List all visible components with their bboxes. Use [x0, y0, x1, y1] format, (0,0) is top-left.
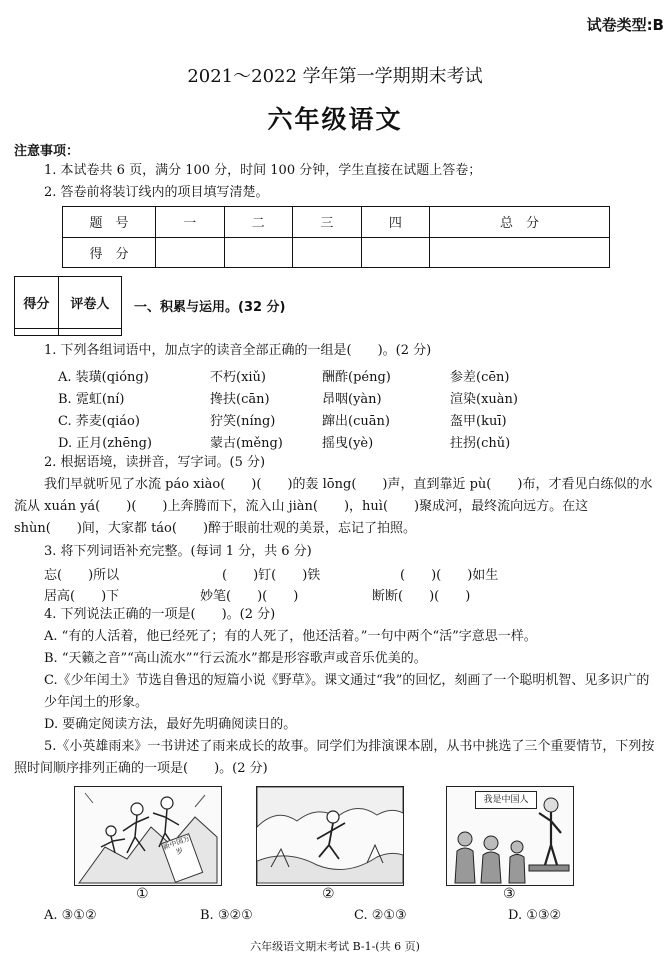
exam-title: 2021～2022 学年第一学期期末考试: [187, 66, 483, 87]
score-cell[interactable]: [293, 237, 362, 268]
slogan-sign: 新中国万岁: [161, 833, 204, 883]
q4-stem: 4. 下列说法正确的一项是( )。(2 分): [44, 607, 276, 622]
page-footer: 六年级语文期末考试 B-1-(共 6 页): [250, 940, 420, 953]
picture-label-1: ①: [136, 886, 149, 902]
grader-score-label: 得分: [15, 277, 59, 329]
grader-score-cell[interactable]: [15, 328, 59, 335]
grader-box: [14, 276, 122, 336]
q1-word: 狞笑(níng): [210, 414, 276, 429]
picture-label-3: ③: [503, 886, 516, 902]
q3-idiom: ( )钉( )铁: [222, 568, 321, 583]
score-table-header-row: [63, 207, 610, 238]
note-item-2: 2. 答卷前将装订线内的项目填写清楚。: [44, 185, 269, 200]
q3-idiom: 忘( )所以: [44, 568, 120, 583]
q1-word: 酬酢(péng): [322, 370, 391, 385]
q5-option-b: B. ③②①: [200, 908, 253, 923]
q5-stem: 5.《小英雄雨来》一书讲述了雨来成长的故事。同学们为排演课本剧，从书中挑选了三个重要情节，下列按照时间顺序排列正确的一项是( )。(2 分): [14, 739, 655, 776]
score-cell[interactable]: [224, 237, 293, 268]
grader-name-label: 评卷人: [58, 277, 121, 329]
q5-picture-1: [74, 786, 222, 886]
q1-word: 昂咽(yàn): [322, 392, 382, 407]
q3-idiom: 居高( )下: [44, 589, 120, 604]
section1-title: 一、积累与运用。(32 分): [134, 300, 286, 315]
picture-label-2: ②: [322, 886, 335, 902]
score-header-cell: 一: [156, 207, 225, 238]
q1-option-c: C. 荞麦(qiáo): [58, 414, 140, 429]
notes-heading: 注意事项：: [14, 144, 80, 159]
subject-title: 六年级语文: [267, 105, 403, 134]
q5-picture-2: [256, 786, 404, 886]
score-cell[interactable]: [430, 237, 610, 268]
q1-stem: 1. 下列各组词语中，加点字的读音全部正确的一组是( )。(2 分): [44, 343, 432, 358]
q1-option-d: D. 正月(zhēng): [58, 436, 152, 451]
q3-stem: 3. 将下列词语补充完整。(每词 1 分，共 6 分): [44, 544, 312, 559]
q1-word: 摇曳(yè): [322, 436, 374, 451]
q1-word: 蹿出(cuān): [322, 414, 390, 429]
q1-word: 蒙古(měng): [210, 436, 283, 451]
q1-word: 参差(cēn): [450, 370, 510, 385]
blackboard-text: 我是中国人: [475, 791, 537, 809]
q4-option-d: D. 要确定阅读方法，最好先明确阅读日的。: [44, 717, 297, 732]
score-header-cell: 四: [361, 207, 430, 238]
paper-type: 试卷类型:B: [586, 16, 664, 34]
score-cell[interactable]: [156, 237, 225, 268]
score-header-cell: 总 分: [430, 207, 610, 238]
q4-option-b: B. “天籁之音”“高山流水”“行云流水”都是形容歌声或音乐优美的。: [44, 651, 427, 666]
score-table: [62, 206, 610, 268]
boy-swimming-illustration: [257, 787, 403, 885]
q1-word: 搀扶(cān): [210, 392, 270, 407]
score-table-score-row: [63, 237, 610, 268]
q4-option-c: C.《少年闰土》节选自鲁迅的短篇小说《野草》。课文通过“我”的回忆，刻画了一个聪明机智、见多识广的少年闰土的形象。: [44, 673, 650, 710]
grader-name-cell[interactable]: [58, 328, 121, 335]
q1-option-a: A. 装璜(qióng): [58, 370, 149, 385]
q1-option-b: B. 霓虹(ní): [58, 392, 125, 407]
q1-word: 盔甲(kuī): [450, 414, 507, 429]
q1-word: 渲染(xuàn): [450, 392, 518, 407]
score-header-cell: 三: [293, 207, 362, 238]
note-item-1: 1. 本试卷共 6 页，满分 100 分，时间 100 分钟，学生直接在试题上答卷；: [44, 163, 482, 178]
score-header-cell: 二: [224, 207, 293, 238]
q3-idiom: ( )( )如生: [400, 568, 499, 583]
q2-stem: 2. 根据语境，读拼音，写字词。(5 分): [44, 455, 266, 470]
q1-word: 拄拐(chǔ): [450, 436, 511, 451]
score-header-cell: 题 号: [63, 207, 156, 238]
q3-idiom: 妙笔( )( ): [200, 589, 299, 604]
q2-passage: 我们早就听见了水流 páo xiào( )( )的轰 lōng( )声，直到靠近 pù( )布，才看见白练似的水流从 xuán yá( )( )上奔腾而下，流入山 jiàn( )，huì( )聚成河，最终流向远方。在这 shùn( )间，大家都 táo( )醉于眼前壮观的美景，忘记了拍照。: [14, 477, 653, 536]
q5-option-a: A. ③①②: [44, 908, 97, 923]
q5-option-c: C. ②①③: [354, 908, 407, 923]
score-row-label: 得 分: [63, 237, 156, 268]
score-cell[interactable]: [361, 237, 430, 268]
q5-option-d: D. ①③②: [508, 908, 562, 923]
q3-idiom: 断断( )( ): [372, 589, 471, 604]
q4-option-a: A. “有的人活着，他已经死了；有的人死了，他还活着。”一句中两个“活”字意思一样。: [44, 629, 537, 644]
q1-word: 不朽(xiǔ): [210, 370, 267, 385]
q5-picture-3: [446, 786, 574, 886]
